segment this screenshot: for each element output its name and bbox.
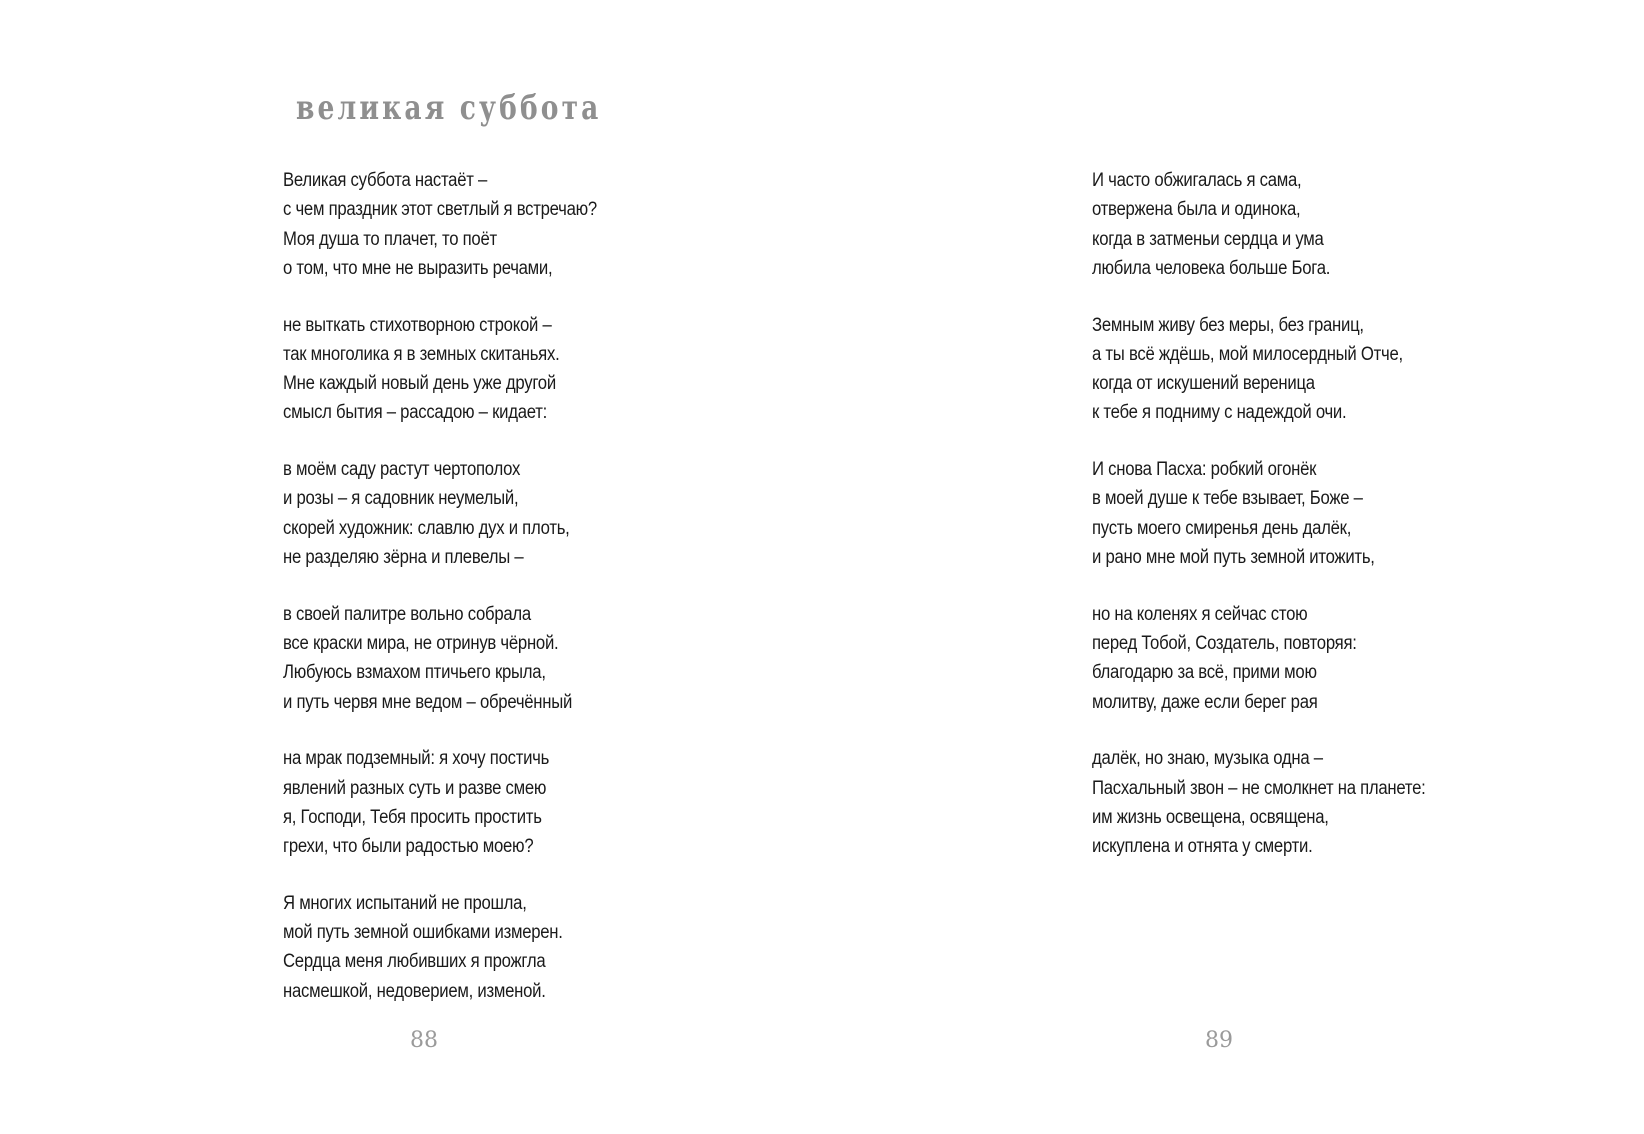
poem-line: Я многих испытаний не прошла, — [283, 892, 527, 914]
poem-line: Сердца меня любивших я прожгла — [283, 951, 546, 973]
poem-line: и путь червя мне ведом – обречённый — [283, 691, 573, 713]
poem-line: Пасхальный звон – не смолкнет на планете: — [1092, 777, 1426, 799]
poem-line: Любуюсь взмахом птичьего крыла, — [283, 662, 546, 684]
poem-line: скорей художник: славлю дух и плоть, — [283, 517, 570, 539]
poem-line: явлений разных суть и разве смею — [283, 777, 547, 799]
poem-line: Земным живу без меры, без границ, — [1092, 314, 1364, 336]
stanza — [1092, 744, 1471, 861]
poem-line: не разделяю зёрна и плевелы – — [283, 547, 524, 569]
page-number-left: 88 — [410, 1028, 438, 1053]
poem-line: о том, что мне не выразить речами, — [283, 257, 553, 279]
poem-line: молитву, даже если берег рая — [1092, 691, 1318, 713]
poem-line: им жизнь освещена, освящена, — [1092, 806, 1329, 828]
poem-line: в моём саду растут чертополох — [283, 459, 521, 481]
poem-line: а ты всё ждёшь, мой милосердный Отче, — [1092, 343, 1403, 365]
poem-line: и рано мне мой путь земной итожить, — [1092, 547, 1375, 569]
poem-line: но на коленях я сейчас стою — [1092, 603, 1308, 625]
stanza — [283, 744, 640, 861]
stanza — [283, 166, 640, 283]
poem-line: И часто обжигалась я сама, — [1092, 170, 1302, 191]
poem-title: великая суббота — [296, 88, 602, 128]
stanza — [283, 455, 640, 572]
poem-body-right — [1092, 166, 1471, 889]
poem-line: благодарю за всё, прими мою — [1092, 662, 1317, 684]
poem-line: не выткать стихотворною строкой – — [283, 314, 552, 336]
poem-line: в своей палитре вольно собрала — [283, 603, 531, 625]
poem-line: отвержена была и одинока, — [1092, 199, 1301, 221]
poem-line: И снова Пасха: робкий огонёк — [1092, 459, 1317, 481]
poem-line: и розы – я садовник неумелый, — [283, 488, 519, 510]
stanza — [1092, 311, 1471, 428]
stanza — [1092, 600, 1471, 717]
stanza — [283, 889, 640, 1006]
poem-line: искуплена и отнята у смерти. — [1092, 836, 1313, 858]
poem-line: все краски мира, не отринув чёрной. — [283, 633, 559, 655]
poem-line: Моя душа то плачет, то поёт — [283, 228, 497, 250]
page-number-right: 89 — [1205, 1028, 1233, 1053]
stanza — [283, 600, 640, 717]
poem-line: так многолика я в земных скитаньях. — [283, 343, 560, 365]
poem-line: смысл бытия – рассадою – кидает: — [283, 402, 547, 424]
poem-line: в моей душе к тебе взывает, Боже – — [1092, 488, 1363, 510]
poem-line: мой путь земной ошибками измерен. — [283, 922, 563, 944]
poem-line: насмешкой, недоверием, изменой. — [283, 980, 546, 1002]
poem-line: Великая суббота настаёт – — [283, 170, 488, 191]
poem-line: я, Господи, Тебя просить простить — [283, 806, 542, 828]
poem-line: когда от искушений вереница — [1092, 373, 1315, 395]
poem-line: пусть моего смиренья день далёк, — [1092, 517, 1352, 539]
right-page — [822, 0, 1644, 1134]
poem-line: с чем праздник этот светлый я встречаю? — [283, 199, 597, 221]
poem-line: любила человека больше Бога. — [1092, 257, 1331, 279]
poem-line: перед Тобой, Создатель, повторяя: — [1092, 633, 1357, 655]
stanza — [283, 311, 640, 428]
stanza — [1092, 166, 1471, 283]
poem-line: к тебе я подниму с надеждой очи. — [1092, 402, 1347, 424]
poem-line: Мне каждый новый день уже другой — [283, 373, 556, 395]
stanza — [1092, 455, 1471, 572]
poem-line: когда в затменьи сердца и ума — [1092, 228, 1324, 250]
poem-line: далёк, но знаю, музыка одна – — [1092, 748, 1323, 770]
poem-line: грехи, что были радостью моею? — [283, 836, 534, 858]
poem-line: на мрак подземный: я хочу постичь — [283, 748, 550, 770]
poem-body-left — [283, 166, 640, 1033]
